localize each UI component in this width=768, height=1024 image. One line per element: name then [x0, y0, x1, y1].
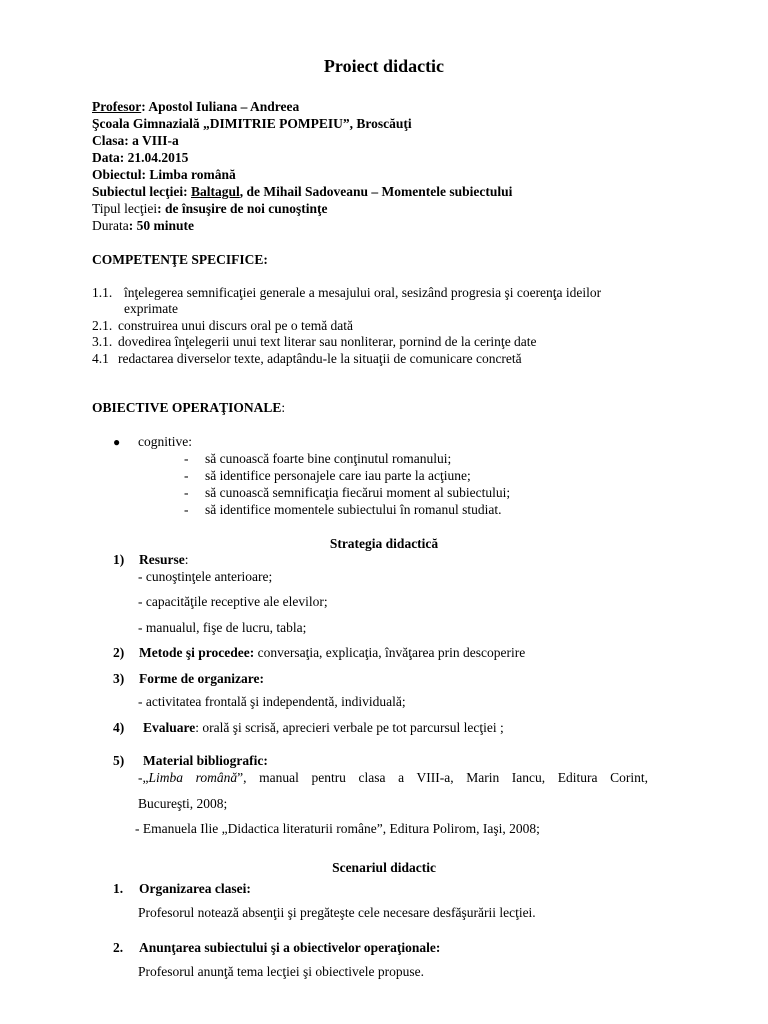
competenta-text: redactarea diverselor texte, adaptându-le la situaţii de comunicare concretă	[118, 351, 522, 366]
evaluare-item	[113, 720, 504, 736]
material-entry-1	[138, 770, 648, 786]
competenta-text: înţelegerea semnificaţiei generale a mesajului oral, sesizând progresia şi coerenţa ideilor	[124, 285, 602, 300]
profesor-label: Profesor	[92, 99, 142, 114]
obiectul-line	[92, 167, 236, 183]
item-number: 3)	[113, 671, 125, 686]
obiectul-label: Obiectul	[92, 167, 142, 182]
competenta-number: 1.1.	[92, 285, 113, 300]
dash-icon: -	[184, 485, 189, 500]
competenta-number: 2.1.	[92, 318, 113, 333]
obiectiv-item	[184, 502, 502, 518]
forme-item	[113, 671, 264, 687]
scenariu-step	[113, 940, 440, 956]
scenariul-heading: Scenariul didactic	[332, 860, 436, 875]
material-entry-2: - Emanuela Ilie „Didactica literaturii române”, Editura Polirom, Iaşi, 2008;	[135, 821, 540, 836]
dash-icon: -	[184, 502, 189, 517]
obiectiv-item	[184, 485, 510, 501]
item-number: 1)	[113, 552, 125, 567]
cognitive-label: cognitive:	[138, 434, 192, 449]
material-prefix: -„	[138, 770, 149, 785]
competenta-number: 3.1.	[92, 334, 113, 349]
scenariu-step	[113, 881, 251, 897]
cognitive-bullet	[113, 434, 192, 450]
evaluare-label: Evaluare	[143, 720, 196, 735]
document-title: Proiect didactic	[323, 56, 445, 76]
item-number: 4)	[113, 720, 125, 735]
profesor-value: : Apostol Iuliana – Andreea	[141, 99, 300, 114]
competenta-text: dovedirea înţelegerii unui text literar sau nonliterar, pornind de la cerinţe date	[118, 334, 537, 349]
competenta-item	[92, 318, 353, 334]
subiect-work: Baltagul	[191, 184, 240, 199]
step-text: Profesorul anunţă tema lecţiei şi obiectivele propuse.	[138, 964, 425, 979]
subiect-label: Subiectul lecţiei	[92, 184, 184, 199]
forme-value: - activitatea frontală şi independentă, individuală;	[138, 694, 406, 709]
material-entry-1-cont: Bucureşti, 2008;	[138, 796, 228, 811]
obiectiv-text: să identifice momentele subiectului în romanul studiat.	[205, 502, 502, 517]
step-label: Organizarea clasei:	[139, 881, 251, 896]
item-number: 5)	[113, 753, 125, 768]
item-number: 2)	[113, 645, 125, 660]
obiective-heading	[92, 400, 285, 416]
durata-label: Durata	[92, 218, 129, 233]
obiectiv-item	[184, 468, 471, 484]
step-number: 2.	[113, 940, 124, 955]
metode-label: Metode şi procedee:	[139, 645, 255, 660]
durata-line	[92, 218, 194, 234]
subiect-rest: , de Mihail Sadoveanu – Momentele subiectului	[239, 184, 513, 199]
dash-icon: -	[184, 451, 189, 466]
resurse-entry: - manualul, fişe de lucru, tabla;	[138, 620, 307, 635]
obiectiv-text: să cunoască semnificaţia fiecărui moment al subiectului;	[205, 485, 511, 500]
resurse-colon: :	[184, 552, 189, 567]
obiectiv-item	[184, 451, 451, 467]
competenta-number: 4.1	[92, 351, 109, 366]
data-line: Data: 21.04.2015	[92, 150, 189, 165]
resurse-label: Resurse	[139, 552, 185, 567]
obiectiv-text: să cunoască foarte bine conţinutul romanului;	[205, 451, 452, 466]
subiect-colon: :	[183, 184, 191, 199]
dash-icon: -	[184, 468, 189, 483]
tipul-label: Tipul lecţiei	[92, 201, 158, 216]
bullet-icon: ●	[113, 435, 121, 449]
resurse-item	[113, 552, 189, 568]
material-book-title: Limba română	[148, 770, 238, 785]
competenta-item	[92, 351, 522, 367]
material-item	[113, 753, 268, 769]
material-rest: ”, manual pentru clasa a VIII-a, Marin Iancu, Editura Corint,	[237, 770, 648, 785]
obiective-heading-colon: :	[281, 400, 286, 415]
material-label: Material bibliografic:	[143, 753, 268, 768]
forme-label: Forme de organizare:	[139, 671, 264, 686]
profesor-line	[92, 99, 299, 115]
obiective-heading-text: OBIECTIVE OPERAŢIONALE	[92, 400, 282, 415]
evaluare-value: : orală şi scrisă, aprecieri verbale pe tot parcursul lecţiei ;	[195, 720, 504, 735]
competenta-item	[92, 334, 537, 350]
obiectul-value: : Limba română	[141, 167, 236, 182]
metode-item	[113, 645, 525, 661]
competenta-continuation: exprimate	[124, 301, 178, 316]
clasa-line: Clasa: a VIII-a	[92, 133, 179, 148]
obiectiv-text: să identifice personajele care iau parte la acţiune;	[205, 468, 471, 483]
scoala-line: Şcoala Gimnazială „DIMITRIE POMPEIU”, Broscăuţi	[92, 116, 412, 131]
competenta-text: construirea unui discurs oral pe o temă dată	[118, 318, 354, 333]
tipul-value: : de însuşire de noi cunoştinţe	[157, 201, 328, 216]
competenta-item	[92, 285, 601, 301]
step-label: Anunţarea subiectului şi a obiectivelor operaţionale:	[139, 940, 441, 955]
metode-value: conversaţia, explicaţia, învăţarea prin descoperire	[254, 645, 526, 660]
step-text: Profesorul notează absenţii şi pregăteşte cele necesare desfăşurării lecţiei.	[138, 905, 536, 920]
resurse-entry: - capacităţile receptive ale elevilor;	[138, 594, 328, 609]
tipul-line	[92, 201, 328, 217]
step-number: 1.	[113, 881, 124, 896]
durata-value: : 50 minute	[128, 218, 194, 233]
strategia-heading: Strategia didactică	[329, 536, 439, 551]
competente-heading: COMPETENŢE SPECIFICE:	[92, 252, 268, 267]
resurse-entry: - cunoştinţele anterioare;	[138, 569, 273, 584]
subiect-line	[92, 184, 512, 200]
